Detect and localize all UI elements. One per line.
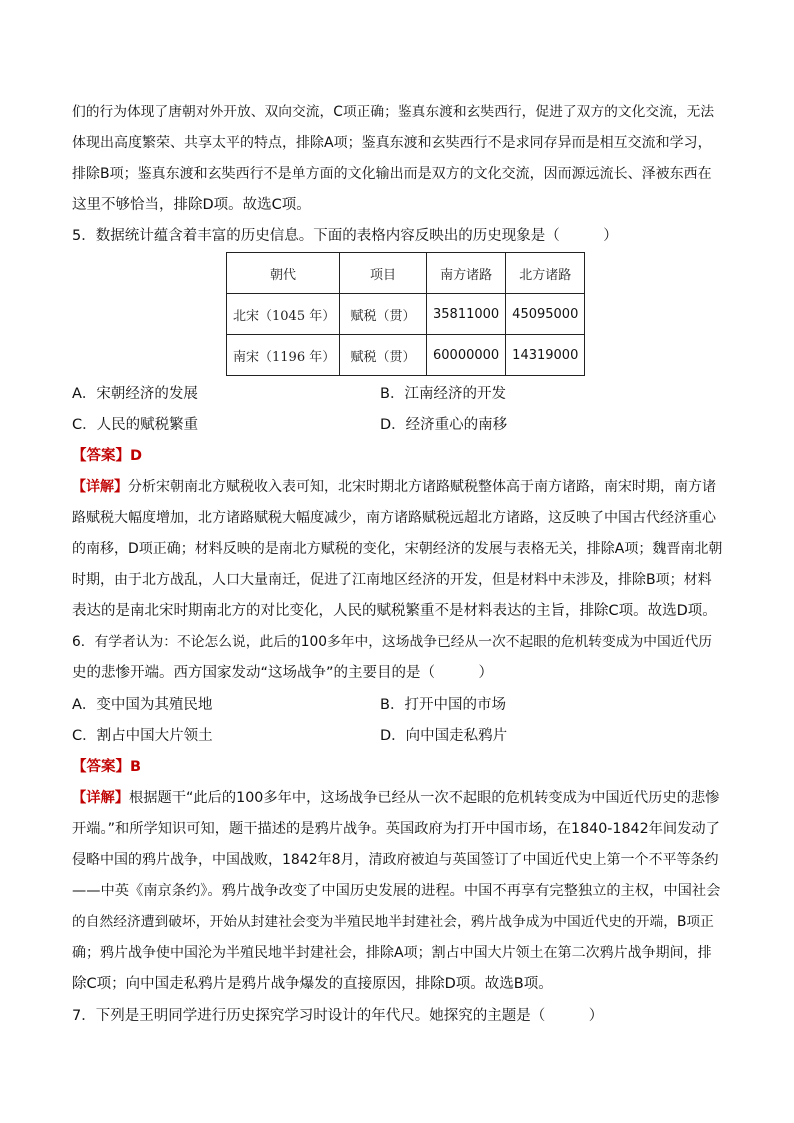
q6-detail-line-6: 确；鸦片战争使中国沦为半殖民地半封建社会，排除A项；割占中国大片领土在第二次鸦片战争期间，排: [72, 945, 712, 961]
q6-stem-line-2: 史的悲惨开端。西方国家发动“这场战争”的主要目的是（ ）: [72, 665, 494, 681]
q6-option-d: D．向中国走私鸦片: [380, 728, 508, 744]
table-cell: 45095000: [506, 294, 585, 335]
q6-detail-line-2: 开端。”和所学知识可知，题干描述的是鸦片战争。英国政府为打开中国市场，在1840-1842年间发动了: [72, 821, 720, 837]
q5-stem: 5．数据统计蕴含着丰富的历史信息。下面的表格内容反映出的历史现象是（ ）: [72, 228, 618, 244]
answer-label: 【答案】: [72, 759, 130, 775]
q5-detail-line-1: [72, 477, 716, 497]
table-cell: 60000000: [427, 335, 506, 376]
q6-detail-line-1: [72, 788, 719, 808]
detail-label: 【详解】: [72, 479, 128, 495]
q6-answer: [72, 757, 141, 777]
q5-detail-line-2: 路赋税大幅度增加，北方诸路赋税大幅度减少，南方诸路赋税远超北方诸路，这反映了中国古代经济重心: [72, 510, 716, 526]
q5-detail-line-5: 表达的是南北宋时期南北方的对比变化，人民的赋税繁重不是材料表达的主旨，排除C项。故选D项。: [72, 603, 717, 619]
q6-option-c: C．割占中国大片领土: [72, 728, 213, 744]
q5-detail-line-3: 的南移，D项正确；材料反映的是南北方赋税的变化，宋朝经济的发展与表格无关，排除A项；魏晋南北朝: [72, 541, 723, 557]
answer-value: D: [130, 448, 143, 464]
q5-option-a: A．宋朝经济的发展: [72, 386, 198, 402]
q6-detail-line-5: 的自然经济遭到破坏，开始从封建社会变为半殖民地半封建社会，鸦片战争成为中国近代史的开端，B项正: [72, 914, 714, 930]
table-header-cell: 南方诸路: [427, 253, 506, 294]
detail-label: 【详解】: [72, 790, 130, 806]
table-cell: 35811000: [427, 294, 506, 335]
q6-detail-line-7: 除C项；向中国走私鸦片是鸦片战争爆发的直接原因，排除D项。故选B项。: [72, 976, 553, 992]
table-header-row: [227, 253, 585, 294]
table-cell: 14319000: [506, 335, 585, 376]
intro-line-2: 体现出高度繁荣、共享太平的特点，排除A项；鉴真东渡和玄奘西行不是求同存异而是相互交流和学习，: [72, 135, 712, 151]
q6-detail-line-4: ——中英《南京条约》。鸦片战争改变了中国历史发展的进程。中国不再享有完整独立的主权，中国社会: [72, 883, 721, 899]
intro-line-1: 们的行为体现了唐朝对外开放、双向交流，C项正确；鉴真东渡和玄奘西行，促进了双方的文化交流，无法: [72, 104, 715, 120]
q6-option-a: A．变中国为其殖民地: [72, 697, 213, 713]
intro-line-4: 这里不够恰当，排除D项。故选C项。: [72, 197, 311, 213]
q5-detail-line-4: 时期，由于北方战乱，人口大量南迁，促进了江南地区经济的开发，但是材料中未涉及，排除B项；材料: [72, 572, 712, 588]
table-cell: 赋税（贯）: [340, 294, 427, 335]
detail-text: 根据题干“此后的100多年中，这场战争已经从一次不起眼的危机转变成为中国近代历史的悲惨: [129, 790, 720, 806]
table-cell: 南宋（1196 年）: [227, 335, 340, 376]
table-header-cell: 项目: [340, 253, 427, 294]
q6-stem-line-1: 6．有学者认为：不论怎么说，此后的100多年中，这场战争已经从一次不起眼的危机转变成为中国近代历: [72, 634, 712, 650]
table-row: [227, 294, 585, 335]
q6-option-b: B．打开中国的市场: [380, 697, 506, 713]
answer-label: 【答案】: [72, 448, 130, 464]
q5-option-c: C．人民的赋税繁重: [72, 417, 199, 433]
q5-option-d: D．经济重心的南移: [380, 417, 508, 433]
detail-text: 分析宋朝南北方赋税收入表可知，北宋时期北方诸路赋税整体高于南方诸路，南宋时期，南方诸: [128, 479, 716, 495]
table-cell: 赋税（贯）: [340, 335, 427, 376]
answer-value: B: [130, 759, 142, 775]
q6-detail-line-3: 侵略中国的鸦片战争，中国战败，1842年8月，清政府被迫与英国签订了中国近代史上第一个不平等条约: [72, 852, 719, 868]
q5-answer: [72, 446, 142, 466]
q7-stem: 7．下列是王明同学进行历史探究学习时设计的年代尺。她探究的主题是（ ）: [72, 1008, 604, 1024]
intro-line-3: 排除B项；鉴真东渡和玄奘西行不是单方面的文化输出而是双方的文化交流，因而源远流长、泽被东西在: [72, 166, 712, 182]
table-header-cell: 朝代: [227, 253, 340, 294]
q5-tax-table: [226, 252, 585, 376]
q5-option-b: B．江南经济的开发: [380, 386, 506, 402]
table-header-cell: 北方诸路: [506, 253, 585, 294]
table-cell: 北宋（1045 年）: [227, 294, 340, 335]
table-row: [227, 335, 585, 376]
